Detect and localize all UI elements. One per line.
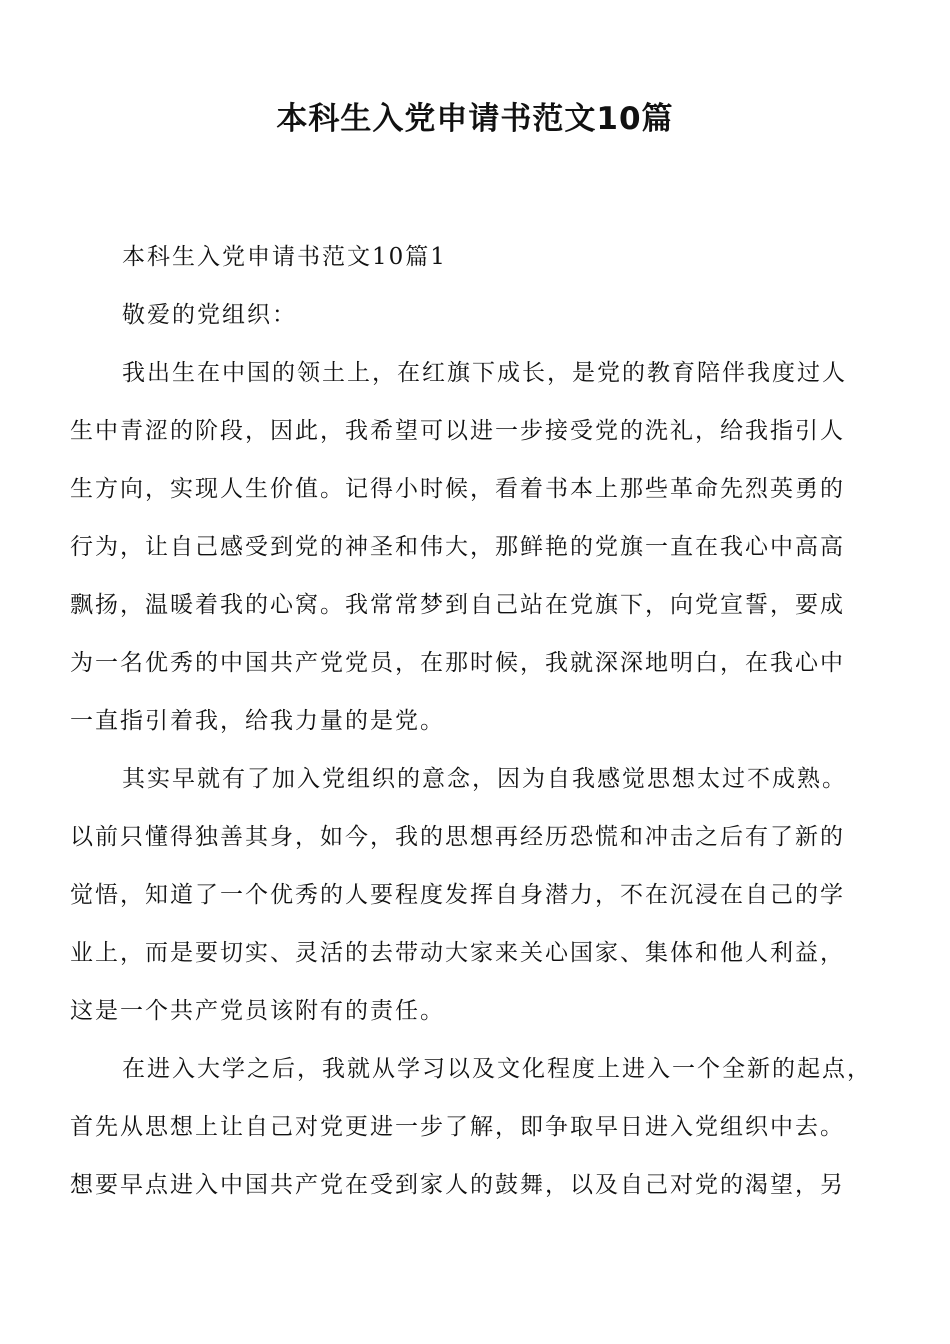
document-title: 本科生入党申请书范文10篇 xyxy=(276,101,674,137)
paragraph-line: 一直指引着我，给我力量的是党。 xyxy=(70,708,445,734)
paragraph-line: 生方向，实现人生价值。记得小时候，看着书本上那些革命先烈英勇的 xyxy=(70,476,845,502)
paragraph-3 xyxy=(70,1040,882,1214)
paragraph-line: 为一名优秀的中国共产党党员，在那时候，我就深深地明白，在我心中 xyxy=(70,650,845,676)
document-body xyxy=(70,228,882,1214)
paragraph-line: 行为，让自己感受到党的神圣和伟大，那鲜艳的党旗一直在我心中高高 xyxy=(70,534,845,560)
paragraph-line: 以前只懂得独善其身，如今，我的思想再经历恐慌和冲击之后有了新的 xyxy=(70,824,845,850)
section-heading: 本科生入党申请书范文10篇1 xyxy=(122,244,447,270)
paragraph-2 xyxy=(70,750,882,1040)
paragraph-line: 觉悟，知道了一个优秀的人要程度发挥自身潜力，不在沉浸在自己的学 xyxy=(70,882,845,908)
paragraph-1 xyxy=(70,344,882,750)
paragraph-line: 其实早就有了加入党组织的意念，因为自我感觉思想太过不成熟。 xyxy=(122,766,847,792)
paragraph-line: 想要早点进入中国共产党在受到家人的鼓舞，以及自己对党的渴望，另 xyxy=(70,1172,845,1198)
paragraph-line: 首先从思想上让自己对党更进一步了解，即争取早日进入党组织中去。 xyxy=(70,1114,845,1140)
paragraph-line: 业上，而是要切实、灵活的去带动大家来关心国家、集体和他人利益， xyxy=(70,940,845,966)
paragraph-line: 飘扬，温暖着我的心窝。我常常梦到自己站在党旗下，向党宣誓，要成 xyxy=(70,592,845,618)
paragraph-line: 我出生在中国的领土上，在红旗下成长，是党的教育陪伴我度过人 xyxy=(122,360,847,386)
salutation: 敬爱的党组织： xyxy=(122,302,297,328)
paragraph-line: 在进入大学之后，我就从学习以及文化程度上进入一个全新的起点， xyxy=(122,1056,872,1082)
paragraph-line: 这是一个共产党员该附有的责任。 xyxy=(70,998,445,1024)
paragraph-line: 生中青涩的阶段，因此，我希望可以进一步接受党的洗礼，给我指引人 xyxy=(70,418,845,444)
